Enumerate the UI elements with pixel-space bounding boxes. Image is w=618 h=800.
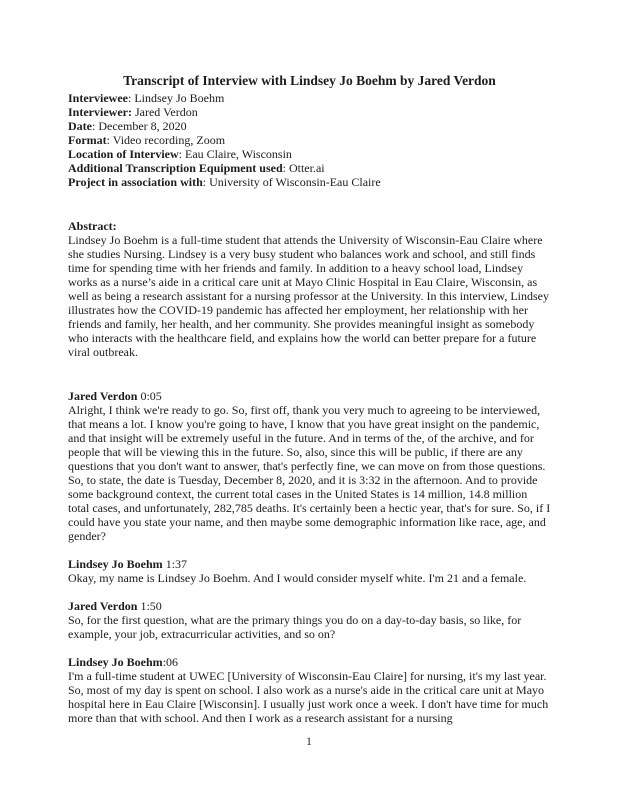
transcript-block <box>68 389 551 543</box>
metadata-label: Additional Transcription Equipment used <box>68 161 283 175</box>
speaker-timestamp: 1:50 <box>137 599 162 613</box>
metadata-value: : Lindsey Jo Boehm <box>127 91 225 105</box>
metadata-line-interviewer <box>68 105 551 119</box>
metadata-label: Interviewer: <box>68 105 132 119</box>
speaker-name: Lindsey Jo Boehm <box>68 655 163 669</box>
metadata-line-equipment <box>68 161 551 175</box>
speaker-name: Lindsey Jo Boehm <box>68 557 163 571</box>
metadata-line-date <box>68 119 551 133</box>
speaker-text: Okay, my name is Lindsey Jo Boehm. And I would consider myself white. I'm 21 and a female. <box>68 571 527 585</box>
metadata-line-location <box>68 147 551 161</box>
speaker-line <box>68 389 551 403</box>
metadata-value: : Eau Claire, Wisconsin <box>178 147 292 161</box>
transcript-block <box>68 599 551 641</box>
metadata-line-project <box>68 175 551 189</box>
metadata-label: Date <box>68 119 92 133</box>
metadata-value: Jared Verdon <box>131 105 198 119</box>
speaker-timestamp: 1:37 <box>162 557 188 571</box>
metadata-label: Project in association with <box>68 175 203 189</box>
transcript-block <box>68 557 551 585</box>
speaker-text: So, for the first question, what are the primary things you do on a day-to-day basis, so like, for example, your job, extracurricular activities, and so on? <box>68 613 522 641</box>
speaker-name: Jared Verdon <box>68 389 138 403</box>
speaker-timestamp: 0:05 <box>137 389 162 403</box>
metadata-line-format <box>68 133 551 147</box>
page-number: 1 <box>306 734 312 748</box>
abstract-heading: Abstract: <box>68 219 117 233</box>
document-title: Transcript of Interview with Lindsey Jo Boehm by Jared Verdon <box>123 73 496 88</box>
metadata-value: : December 8, 2020 <box>92 119 187 133</box>
transcript-block <box>68 655 551 725</box>
speaker-text: Alright, I think we're ready to go. So, first off, thank you very much to agreeing to be interviewed, that means a lot. I know you're going to have, I know that you have great insight on the pandemic, and that insight will be extremely useful in the future. And in terms of the, of the archive, and for people that will be viewing this in the future. So, also, since this will be public, if there are any questions that you don't want to answer, that's perfectly fine, we can move on from those questions. So, to state, the date is Tuesday, December 8, 2020, and it is 3:32 in the afternoon. And to provide some background context, the current total cases in the United States is 14 million, 14.8 million total cases, and unfortunately, 282,785 deaths. It's certainly been a hectic year, that's for sure. So, if I could have you state your name, and then maybe some demographic information like race, age, and gender? <box>68 403 551 543</box>
metadata-value: : Otter.ai <box>282 161 325 175</box>
speaker-name: Jared Verdon <box>68 599 138 613</box>
abstract-section <box>68 219 551 359</box>
transcript-section <box>68 389 551 725</box>
metadata-label: Location of Interview <box>68 147 179 161</box>
speaker-text: I'm a full-time student at UWEC [University of Wisconsin-Eau Claire] for nursing, it's my last year. So, most of my day is spent on school. I also work as a nurse's aide in the critical care unit at Mayo hospital here in Eau Claire [Wisconsin]. I usually just work once a week. I don't have time for much more than that with school. And then I work as a research assistant for a nursing <box>68 669 549 725</box>
speaker-timestamp: :06 <box>162 655 179 669</box>
metadata-label: Format <box>68 133 107 147</box>
metadata-value: : University of Wisconsin-Eau Claire <box>202 175 381 189</box>
metadata-block <box>68 91 551 189</box>
metadata-value: : Video recording, Zoom <box>106 133 226 147</box>
speaker-line <box>68 655 551 669</box>
metadata-line-interviewee <box>68 91 551 105</box>
speaker-line <box>68 599 551 613</box>
abstract-body: Lindsey Jo Boehm is a full-time student that attends the University of Wisconsin-Eau Claire where she studies Nursing. Lindsey is a very busy student who balances work and school, and still finds time for spending time with her friends and family. In addition to a heavy school load, Lindsey works as a nurse’s aide in a critical care unit at Mayo Clinic Hospital in Eau Claire, Wisconsin, as well as being a research assistant for a nursing professor at the University. In this interview, Lindsey illustrates how the COVID-19 pandemic has affected her employment, her relationship with her friends and family, her health, and her community. She provides meaningful insight as somebody who interacts with the healthcare field, and explains how the world can better prepare for a future viral outbreak. <box>68 233 549 359</box>
speaker-line <box>68 557 551 571</box>
metadata-label: Interviewee <box>68 91 128 105</box>
